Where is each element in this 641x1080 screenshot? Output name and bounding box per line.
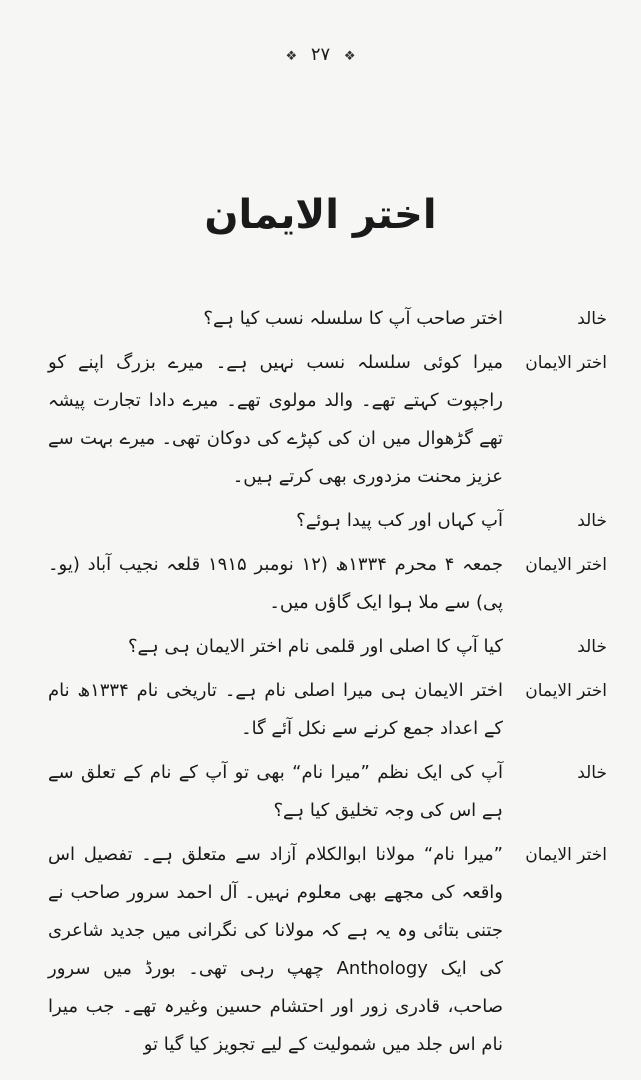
dialogue-row: [44, 300, 615, 338]
speech-text: ”میرا نام“ مولانا ابوالکلام آزاد سے متعلق ہے۔ تفصیل اس واقعہ کی مجھے بھی معلوم نہیں۔ آل احمد سرور صاحب نے جتنی بتائی وہ یہ ہے کہ مولانا کی نگرانی میں جدید شاعری کی ایک Anthology چھپ رہی تھی۔ بورڈ میں سرور صاحب، قادری زور اور احتشام حسین وغیرہ تھے۔ جب میرا نام اس جلد میں شمولیت کے لیے تجویز کیا گیا تو: [48, 844, 504, 1055]
dialogue-row: [44, 836, 615, 1064]
speech-text: اختر الایمان ہی میرا اصلی نام ہے۔ تاریخی نام ۱۳۳۴ھ نام کے اعداد جمع کرنے سے نکل آئے گا۔: [48, 680, 503, 739]
interview-dialogue: [44, 300, 615, 1070]
dialogue-row: [44, 628, 615, 666]
dialogue-row: [44, 546, 615, 622]
dialogue-row: [44, 502, 615, 540]
dialogue-row: [44, 672, 615, 748]
page-number-header: [0, 44, 641, 65]
speaker-name: خالد: [577, 309, 607, 329]
speaker-name: اختر الایمان: [525, 681, 607, 701]
speech-text: جمعہ ۴ محرم ۱۳۳۴ھ (۱۲ نومبر ۱۹۱۵ قلعہ نجیب آباد (یو۔ پی) سے ملا ہوا ایک گاؤں میں۔: [48, 554, 503, 613]
speech-text: آپ کہاں اور کب پیدا ہوئے؟: [296, 510, 503, 531]
speaker-name: اختر الایمان: [525, 555, 607, 575]
speaker-name: خالد: [577, 637, 607, 657]
speech-text: کیا آپ کا اصلی اور قلمی نام اختر الایمان ہی ہے؟: [127, 636, 503, 657]
speech-text: میرا کوئی سلسلہ نسب نہیں ہے۔ میرے بزرگ اپنے کو راجپوت کہتے تھے۔ والد مولوی تھے۔ میرے دادا تجارت پیشہ تھے گڑھوال میں ان کی کپڑے کی دوکان تھی۔ میرے بہت سے عزیز محنت مزدوری بھی کرتے ہیں۔: [48, 352, 503, 487]
speaker-name: خالد: [577, 763, 607, 783]
ornament-right-icon: ❖: [343, 49, 356, 64]
speaker-name: خالد: [577, 511, 607, 531]
page-number: ۲۷: [310, 44, 331, 65]
speaker-name: اختر الایمان: [525, 353, 607, 373]
dialogue-row: [44, 344, 615, 496]
ornament-left-icon: ❖: [285, 49, 298, 64]
speaker-name: اختر الایمان: [525, 845, 607, 865]
speech-text: آپ کی ایک نظم ”میرا نام“ بھی تو آپ کے نام کے تعلق سے ہے اس کی وجہ تخلیق کیا ہے؟: [48, 762, 503, 821]
page-title: اختر الایمان: [204, 192, 437, 238]
speech-text: اختر صاحب آپ کا سلسلہ نسب کیا ہے؟: [203, 308, 503, 329]
dialogue-row: [44, 754, 615, 830]
